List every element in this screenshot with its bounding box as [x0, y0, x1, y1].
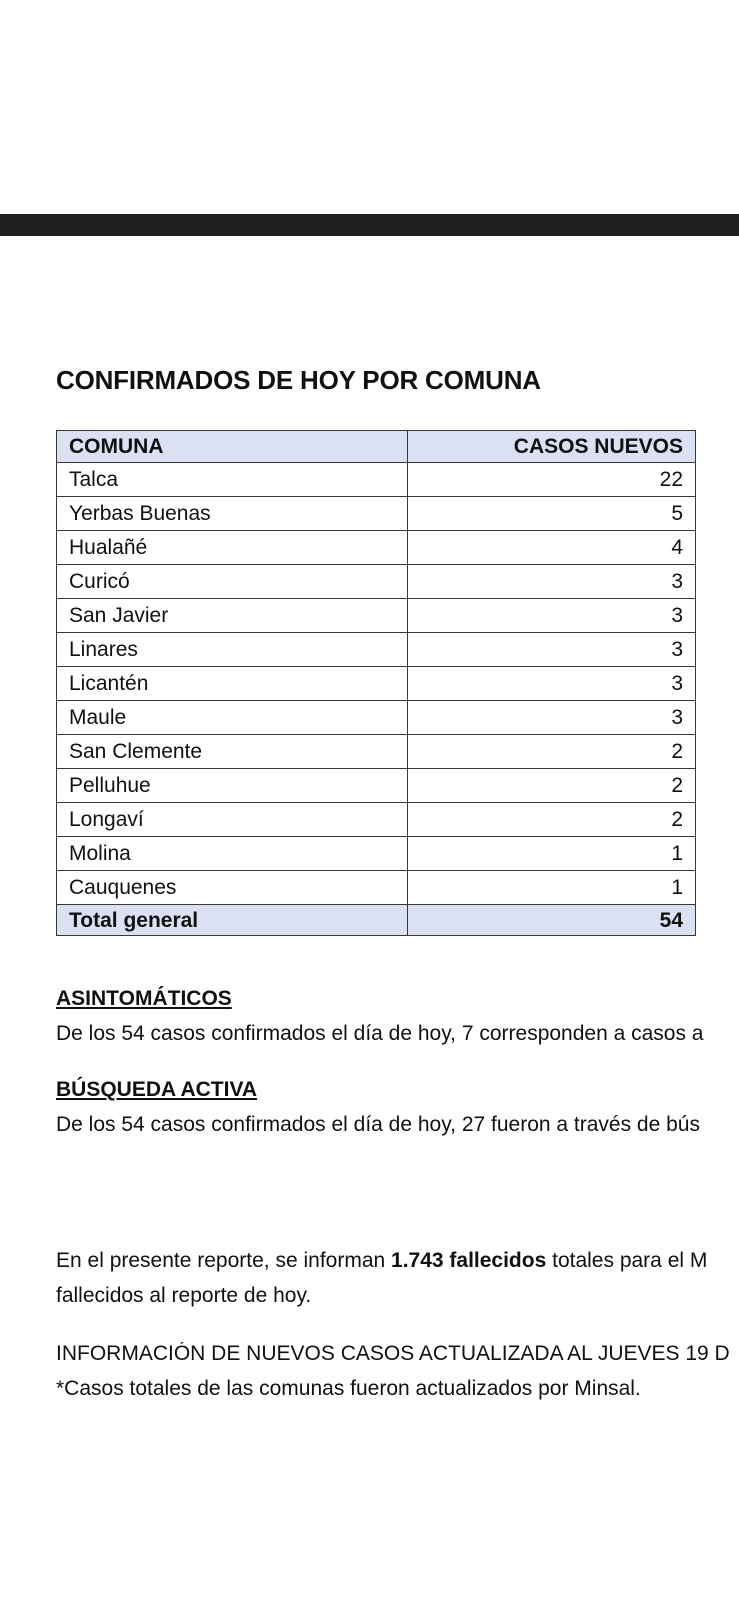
- casos-cell: 2: [408, 735, 696, 769]
- comuna-cell: Linares: [57, 633, 408, 667]
- comuna-cell: Yerbas Buenas: [57, 497, 408, 531]
- busqueda-activa-text: De los 54 casos confirmados el día de hoy, 27 fueron a través de bús: [56, 1113, 700, 1136]
- table-row: [57, 701, 696, 735]
- table-row: [57, 769, 696, 803]
- table-row: [57, 497, 696, 531]
- comuna-cell: Curicó: [57, 565, 408, 599]
- fallecidos-text-line2: fallecidos al reporte de hoy.: [56, 1284, 312, 1307]
- comuna-cell: Hualañé: [57, 531, 408, 565]
- casos-cell: 3: [408, 565, 696, 599]
- casos-cell: 2: [408, 803, 696, 837]
- cases-table: [56, 430, 696, 936]
- minsal-note: *Casos totales de las comunas fueron actualizados por Minsal.: [56, 1377, 641, 1400]
- total-value: 54: [408, 905, 696, 936]
- total-label: Total general: [57, 905, 408, 936]
- comuna-cell: Cauquenes: [57, 871, 408, 905]
- comuna-cell: Talca: [57, 463, 408, 497]
- comuna-cell: Molina: [57, 837, 408, 871]
- casos-cell: 3: [408, 667, 696, 701]
- casos-cell: 3: [408, 599, 696, 633]
- info-update-line: INFORMACIÓN DE NUEVOS CASOS ACTUALIZADA AL JUEVES 19 D: [56, 1342, 730, 1365]
- busqueda-activa-heading: BÚSQUEDA ACTIVA: [56, 1078, 258, 1101]
- table-row: [57, 735, 696, 769]
- table-row: [57, 565, 696, 599]
- comuna-cell: Licantén: [57, 667, 408, 701]
- table-row: [57, 837, 696, 871]
- page-title: CONFIRMADOS DE HOY POR COMUNA: [56, 365, 541, 395]
- casos-cell: 1: [408, 871, 696, 905]
- table-row: [57, 599, 696, 633]
- table-row: [57, 871, 696, 905]
- casos-cell: 3: [408, 701, 696, 735]
- top-dark-bar: [0, 214, 739, 236]
- table-row: [57, 531, 696, 565]
- fallecidos-text-before: En el presente reporte, se informan: [56, 1249, 392, 1272]
- casos-cell: 1: [408, 837, 696, 871]
- comuna-cell: San Javier: [57, 599, 408, 633]
- comuna-cell: San Clemente: [57, 735, 408, 769]
- casos-cell: 3: [408, 633, 696, 667]
- total-row: [57, 905, 696, 936]
- fallecidos-text: [56, 1249, 739, 1273]
- table-row: [57, 633, 696, 667]
- casos-cell: 2: [408, 769, 696, 803]
- asintomaticos-text: De los 54 casos confirmados el día de hoy, 7 corresponden a casos a: [56, 1022, 704, 1045]
- comuna-cell: Longaví: [57, 803, 408, 837]
- table-row: [57, 667, 696, 701]
- casos-cell: 4: [408, 531, 696, 565]
- casos-cell: 5: [408, 497, 696, 531]
- comuna-cell: Maule: [57, 701, 408, 735]
- fallecidos-text-after: totales para el M: [546, 1249, 708, 1272]
- table-row: [57, 463, 696, 497]
- header-comuna: COMUNA: [57, 431, 408, 463]
- asintomaticos-heading: ASINTOMÁTICOS: [56, 987, 232, 1010]
- casos-cell: 22: [408, 463, 696, 497]
- header-casos-nuevos: CASOS NUEVOS: [408, 431, 696, 463]
- comuna-cell: Pelluhue: [57, 769, 408, 803]
- table-header-row: [57, 431, 696, 463]
- fallecidos-count: 1.743 fallecidos: [391, 1249, 547, 1272]
- table-row: [57, 803, 696, 837]
